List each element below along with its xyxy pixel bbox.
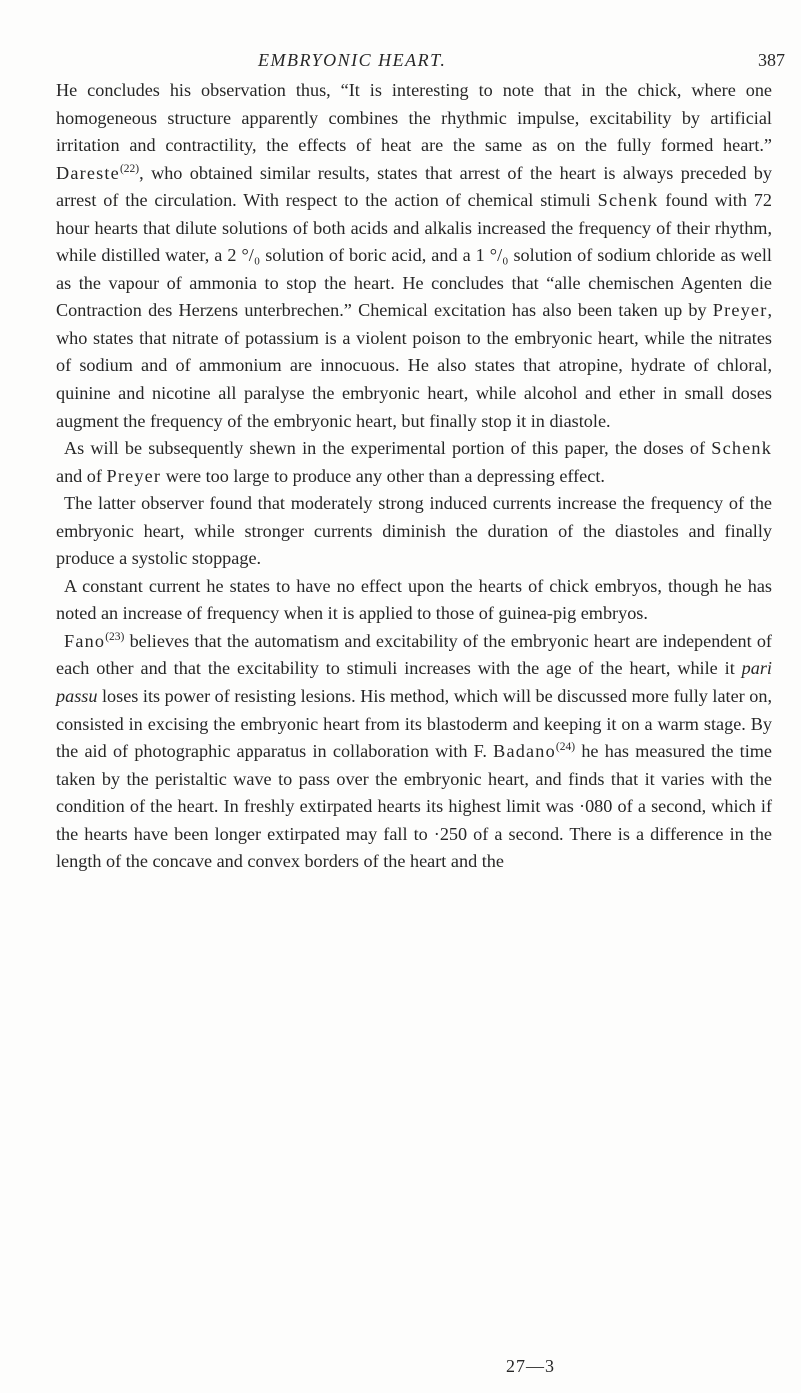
text-run: were too large to produce any other than a depressing effect. <box>161 465 605 486</box>
paragraph <box>56 435 772 490</box>
author-name: Dareste <box>56 162 120 183</box>
text-run: he has measured the time taken by the peristaltic wave to pass over the embryonic heart, and finds that it varies with the condition of the heart. In freshly extirpated hearts its highest limit was ·080 of a second, which if the hearts have been longer extirpated may fall to ·250 of a second. There is a difference in the length of the concave and convex borders of the heart and the <box>56 741 772 872</box>
body-text <box>56 77 772 876</box>
author-name: Preyer <box>712 300 768 321</box>
text-run: He concludes his observation thus, “It is interesting to note that in the chick, where one homogeneous structure apparently combines the rhythmic impulse, excitability by artificial irritation and contractility, the effects of heat are the same as on the fully formed heart.” <box>56 80 772 156</box>
running-title: EMBRYONIC HEART. <box>258 50 447 70</box>
author-name: Preyer <box>106 465 162 486</box>
text-run: believes that the automatism and excitability of the embryonic heart are independent of each other and that the excitability to stimuli increases with the age of the heart, while it <box>56 630 772 679</box>
text-run: found with 72 hour hearts that dilute solutions of both acids and alkalis increased the frequency of their rhythm, while distilled water, a 2 °/₀ solution of boric acid, and a 1 °/₀ solution of sodium chloride as well as the vapour of ammonia to stop the heart. He concludes that “alle chemischen Agenten die Contraction des Herzens unterbrechen.” Chemical excitation has also been taken up by <box>56 190 772 321</box>
paragraph <box>56 573 772 628</box>
text-run: and of <box>56 465 107 486</box>
reference-number: (22) <box>119 162 140 175</box>
text-run: A constant current he states to have no effect upon the hearts of chick embryos, though he has noted an increase of frequency when it is applied to those of guinea-pig embryos. <box>56 575 772 624</box>
paragraph <box>56 628 772 876</box>
paragraph <box>56 490 772 573</box>
text-run: loses its power of resisting lesions. His method, which will be discussed more fully later on, consisted in excising the embryonic heart from its blastoderm and keeping it on a warm stage. By the aid of photographic apparatus in collaboration with F. <box>56 686 772 762</box>
text-run: As will be subsequently shewn in the experimental portion of this paper, the doses of <box>64 438 712 459</box>
text-run: The latter observer found that moderately strong induced currents increase the frequency of the embryonic heart, while stronger currents diminish the duration of the diastoles and finally produce a systolic stoppage. <box>56 493 772 569</box>
signature-mark: 27—3 <box>506 1356 555 1376</box>
author-name: Fano <box>64 630 106 651</box>
page-number: 387 <box>758 50 785 70</box>
reference-number: (23) <box>105 630 125 643</box>
running-head <box>0 50 801 74</box>
paragraph <box>56 77 772 435</box>
text-run: , who states that nitrate of potassium is a violent poison to the embryonic heart, while the nitrates of sodium and of ammonium are innocuous. He also states that atropine, hydrate of chloral, quinine and nicotine all paralyse the embryonic heart, while alcohol and ether in small doses augment the frequency of the embryonic heart, but finally stop it in diastole. <box>56 300 772 431</box>
author-name: Schenk <box>711 438 772 459</box>
author-name: Badano <box>493 741 556 762</box>
text-run: , who obtained similar results, states that arrest of the heart is always preceded by arrest of the circulation. With respect to the action of chemical stimuli <box>56 162 772 211</box>
italic-phrase: pari passu <box>56 658 772 707</box>
author-name: Schenk <box>597 190 659 211</box>
reference-number: (24) <box>555 741 576 754</box>
